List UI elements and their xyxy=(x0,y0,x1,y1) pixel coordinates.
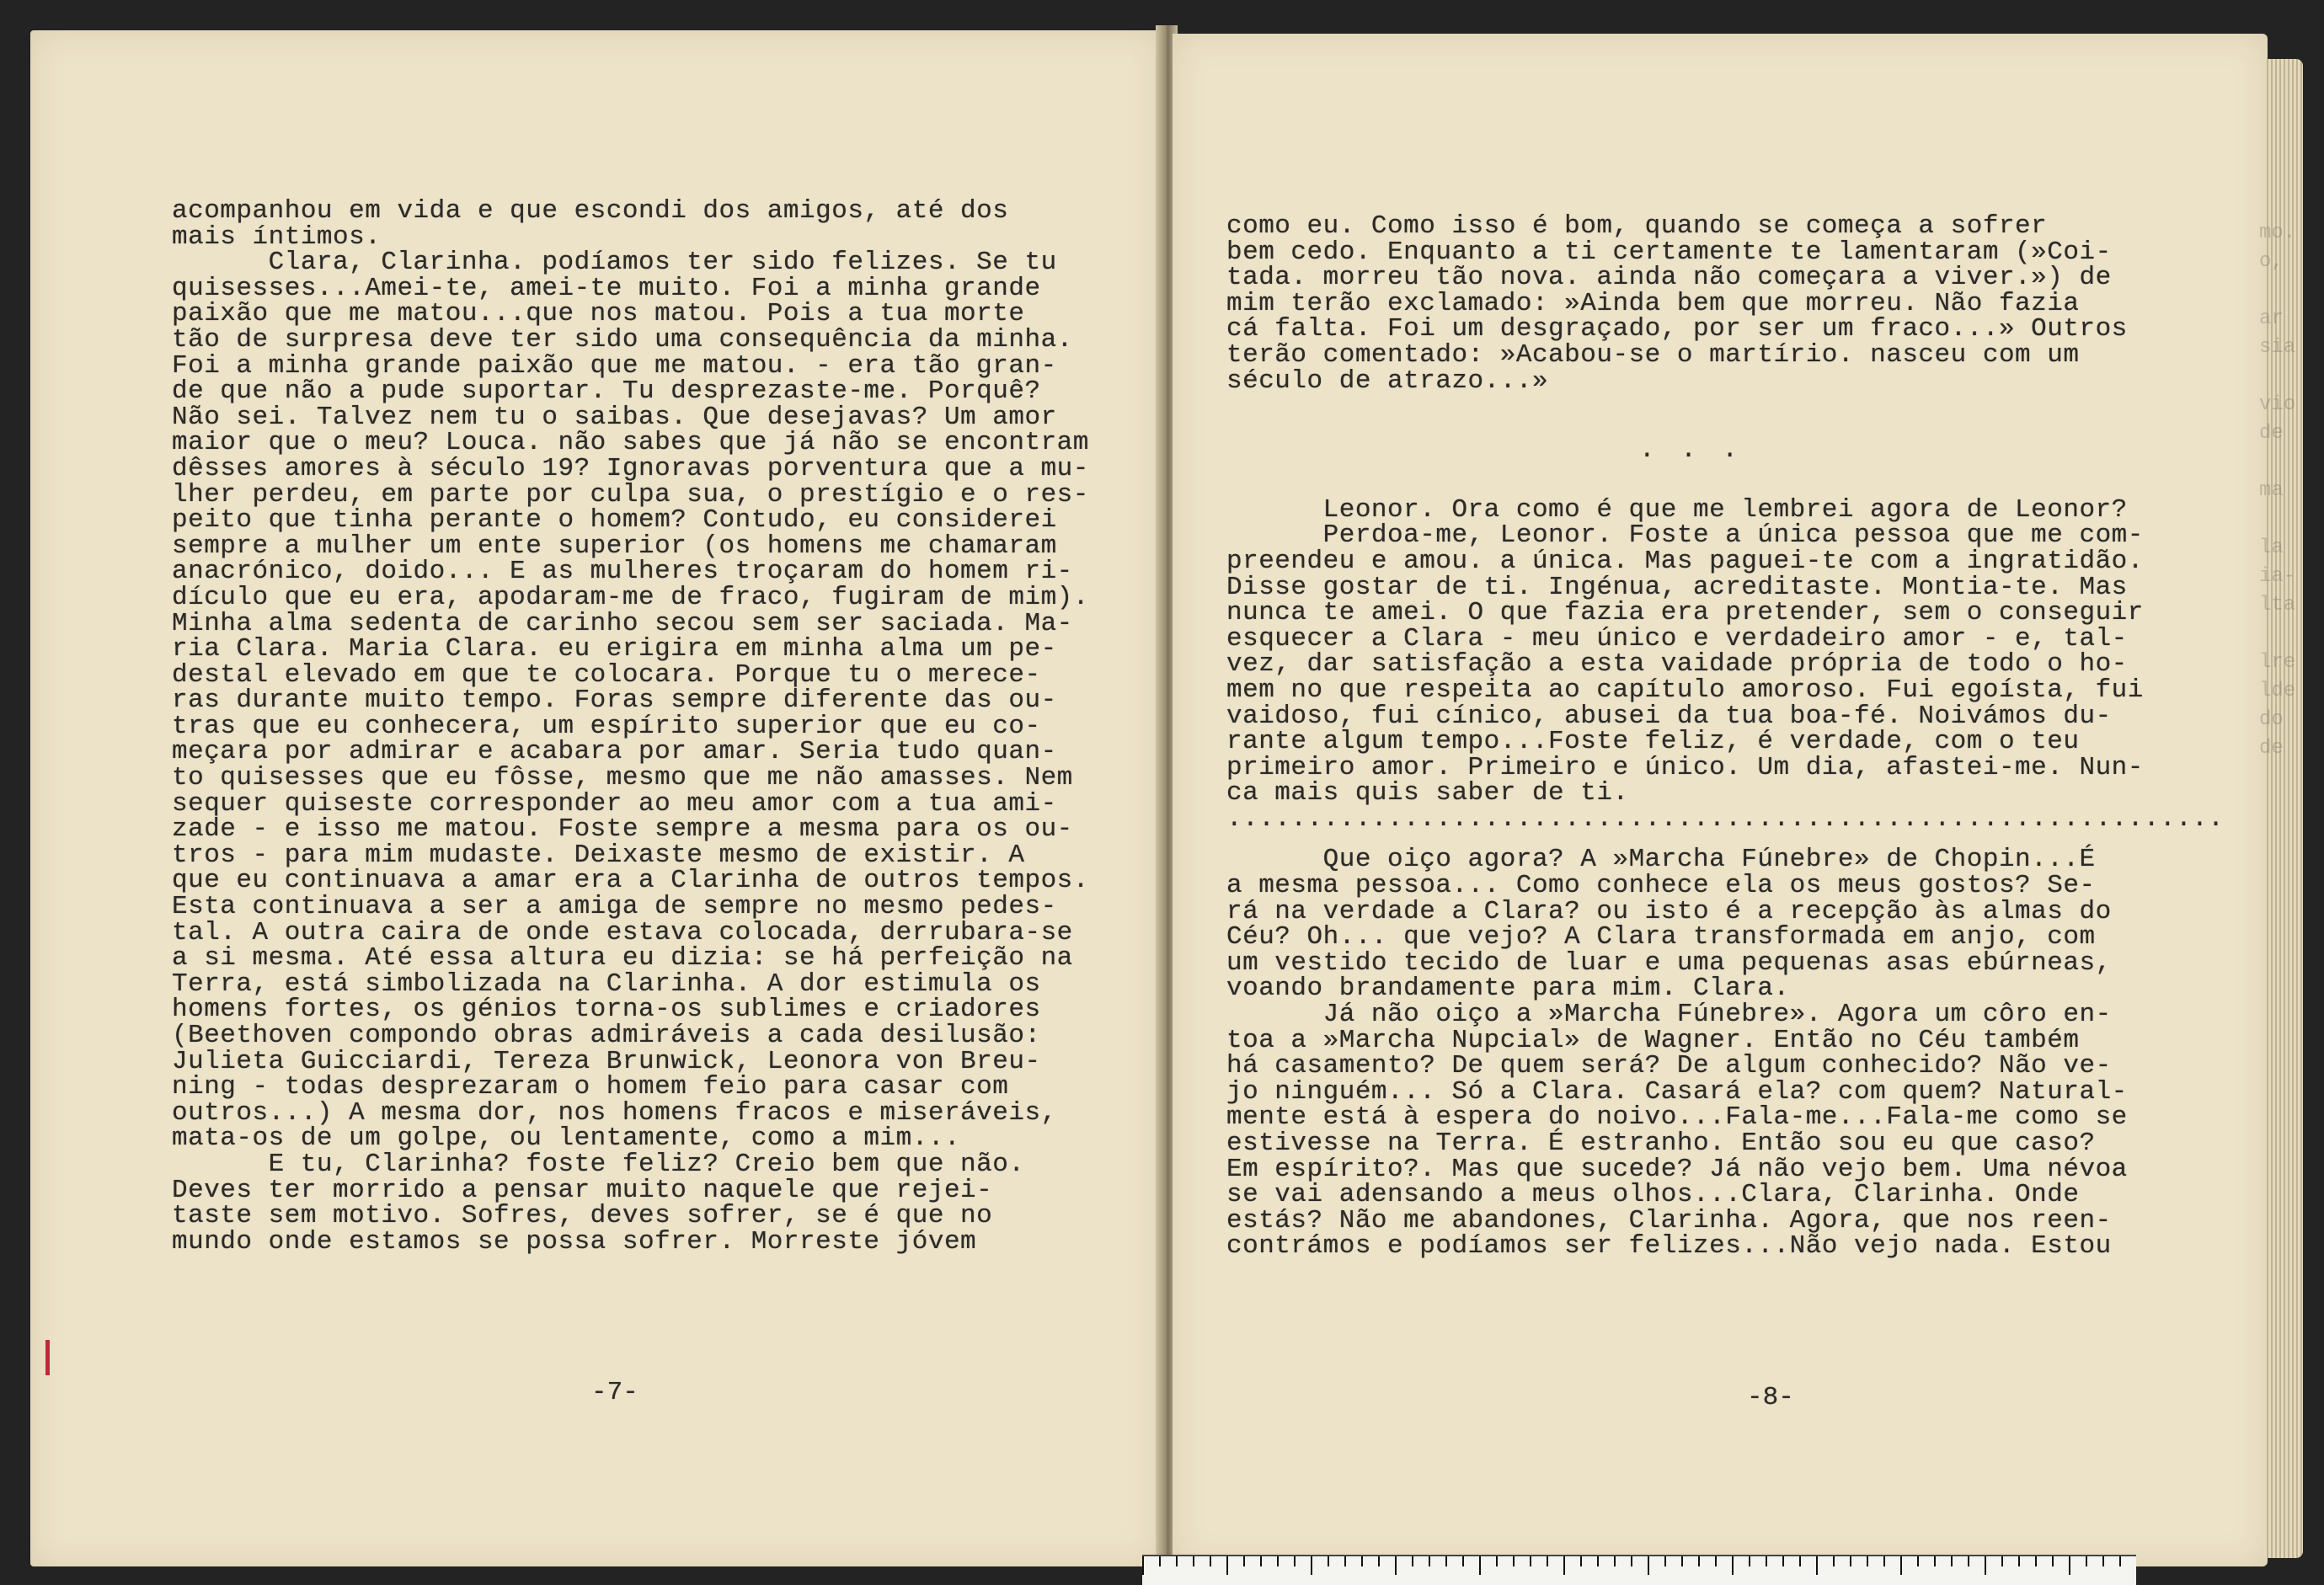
red-bookmark-mark xyxy=(45,1340,50,1375)
right-text-bottom: Que oiço agora? A »Marcha Fúnebre» de Chopin...É a mesma pessoa... Como conhece ela os meus gostos? Se- rá na verdade a Clara? ou isto é a recepção às almas do Céu? Oh... que vejo? A Clara transformada em anjo, com um vestido tecido de luar e uma pequenas asas ebúrneas, voando brandamente para mim. Clara. Já não oiço a »Marcha Fúnebre». Agora um côro en- toa a »Marcha Nupcial» de Wagner. Então no Céu também há casamento? De quem será? De algum conhecido? Não ve- jo ninguém... Só a Clara. Casará ela? com quem? Natural- mente está à espera do noivo...Fala-me...Fala-me como se estivesse na Terra. É estranho. Então sou eu que caso? Em espírito?. Mas que sucede? Já não vejo bem. Uma névoa se vai adensando a meus olhos...Clara, Clarinha. Onde estás? Não me abandones, Clarinha. Agora, que nos reen- contrámos e podíamos ser felizes...Não vejo nada. Estou xyxy=(1226,845,2128,1262)
right-page xyxy=(1173,34,2268,1566)
right-text-middle: Leonor. Ora como é que me lembrei agora de Leonor? Perdoa-me, Leonor. Foste a única pessoa que me com- preendeu e amou. a única. Mas paguei-te com a ingratidão. Disse gostar de ti. Ingénua, acreditaste. Montia-te. Mas nunca te amei. O que fazia era pretender, sem o conseguir esquecer a Clara - meu único e verdadeiro amor - e, tal- vez, dar satisfação a esta vaidade própria de todo o ho- mem no que respeita ao capítulo amoroso. Fui egoísta, fui vaidoso, fui cínico, abusei da tua boa-fé. Noivámos du- rante algum tempo...Foste feliz, é verdade, com o teu primeiro amor. Primeiro e único. Um dia, afastei-me. Nun- ca mais quis saber de ti. xyxy=(1226,494,2144,809)
left-page-number: -7- xyxy=(591,1378,638,1407)
right-page-text xyxy=(1226,211,2237,1262)
page-edges xyxy=(2259,59,2303,1558)
dotted-line: .............................................................. xyxy=(1226,803,2225,834)
separator-dots: . . . xyxy=(1639,435,1744,466)
right-text-top: como eu. Como isso é bom, quando se começa a sofrer bem cedo. Enquanto a ti certamente te lamentaram (»Coi- tada. morreu tão nova. ainda não começara a viver.») de mim terão exclamado: »Ainda bem que morreu. Não fazia cá falta. Foi um desgraçado, por ser um fraco...» Outros terão comentado: »Acabou-se o martírio. nasceu com um século de atrazo...» xyxy=(1226,211,2128,396)
bleed-through-text: mo. o, ar sia vio de ma la ia- lta lre lde do de xyxy=(2259,221,2296,760)
left-page-text: acompanhou em vida e que escondi dos amigos, até dos mais íntimos. Clara, Clarinha. podíamos ter sido felizes. Se tu quisesses...Amei-te, amei-te muito. Foi a minha grande paixão que me matou...que nos matou. Pois a tua morte tão de surpresa deve ter sido uma consequência da minha. Foi a minha grande paixão que me matou. - era tão gran- de que não a pude suportar. Tu desprezaste-me. Porquê? Não sei. Talvez nem tu o saibas. Que desejavas? Um amor maior que o meu? Louca. não sabes que já não se encontram dêsses amores à século 19? Ignoravas porventura que a mu- lher perdeu, em parte por culpa sua, o prestígio e o res- peito que tinha perante o homem? Contudo, eu considerei sempre a mulher um ente superior (os homens me chamaram anacrónico, doido... E as mulheres troçaram do homem ri- dículo que eu era, apodaram-me de fraco, fugiram de mim). Minha alma sedenta de carinho secou sem ser saciada. Ma- ria Clara. Maria Clara. eu erigira em minha alma um pe- destal elevado em que te colocara. Porque tu o merece- ras durante muito tempo. Foras sempre diferente das ou- tras que eu conhecera, um espírito superior que eu co- meçara por admirar e acabara por amar. Seria tudo quan- to quisesses que eu fôsse, mesmo que me não amasses. Nem sequer quiseste corresponder ao meu amor com a tua ami- zade - e isso me matou. Foste sempre a mesma para os ou- tros - para mim mudaste. Deixaste mesmo de existir. A que eu continuava a amar era a Clarinha de outros tempos. Esta continuava a ser a amiga de sempre no mesmo pedes- tal. A outra caira de onde estava colocada, derrubara-se a si mesma. Até essa altura eu dizia: se há perfeição na Terra, está simbolizada na Clarinha. A dor estimula os homens fortes, os génios torna-os sublimes e criadores (Beethoven compondo obras admiráveis a cada desilusão: Julieta Guicciardi, Tereza Brunwick, Leonora von Breu- ning - todas desprezaram o homem feio para casar com outros...) A mesma dor, nos homens fracos e miseráveis, mata-os de um golpe, ou lentamente, como a mim... E tu, Clarinha? foste feliz? Creio bem que não. Deves ter morrido a pensar muito naquele que rejei- taste sem motivo. Sofres, deves sofrer, se é que no mundo onde estamos se possa sofrer. Morreste jóvem xyxy=(172,196,1089,1257)
scale-ruler xyxy=(1142,1555,2136,1585)
right-page-number: -8- xyxy=(1747,1383,1794,1412)
left-page xyxy=(30,30,1161,1566)
